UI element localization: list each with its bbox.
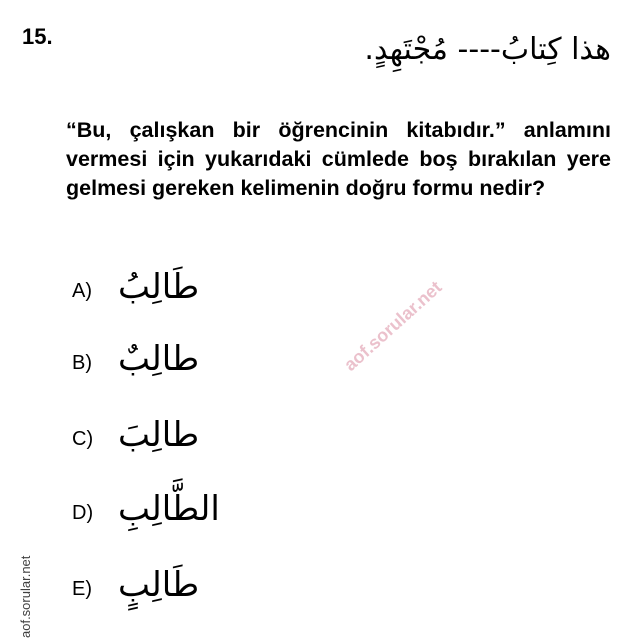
option-d[interactable]	[72, 490, 272, 550]
option-arabic-text: طَالِبُ	[118, 267, 200, 307]
option-arabic-text: طَالِبٍ	[118, 565, 200, 605]
side-watermark: aof.sorular.net	[18, 555, 33, 638]
question-text: “Bu, çalışkan bir öğrencinin kitabıdır.” anlamını vermesi için yukarıdaki cümlede boş bırakılan yere gelmesi gereken kelimenin doğru formu nedir?	[66, 118, 611, 200]
question-number: 15.	[22, 24, 53, 49]
option-a[interactable]	[72, 268, 272, 328]
option-arabic-text: الطَّالِبِ	[118, 489, 220, 529]
option-c[interactable]	[72, 416, 272, 476]
option-letter: E)	[72, 578, 92, 600]
arabic-sentence: هذا كِتابُ---- مُجْتَهِدٍ.	[364, 32, 611, 67]
option-e[interactable]	[72, 566, 272, 626]
option-b[interactable]	[72, 340, 272, 400]
diagonal-watermark: aof.sorular.net	[340, 277, 446, 375]
option-letter: B)	[72, 352, 92, 374]
option-letter: C)	[72, 428, 94, 450]
option-letter: A)	[72, 280, 92, 302]
option-letter: D)	[72, 502, 94, 524]
option-arabic-text: طالِبَ	[118, 415, 200, 455]
option-arabic-text: طالِبٌ	[118, 339, 200, 379]
